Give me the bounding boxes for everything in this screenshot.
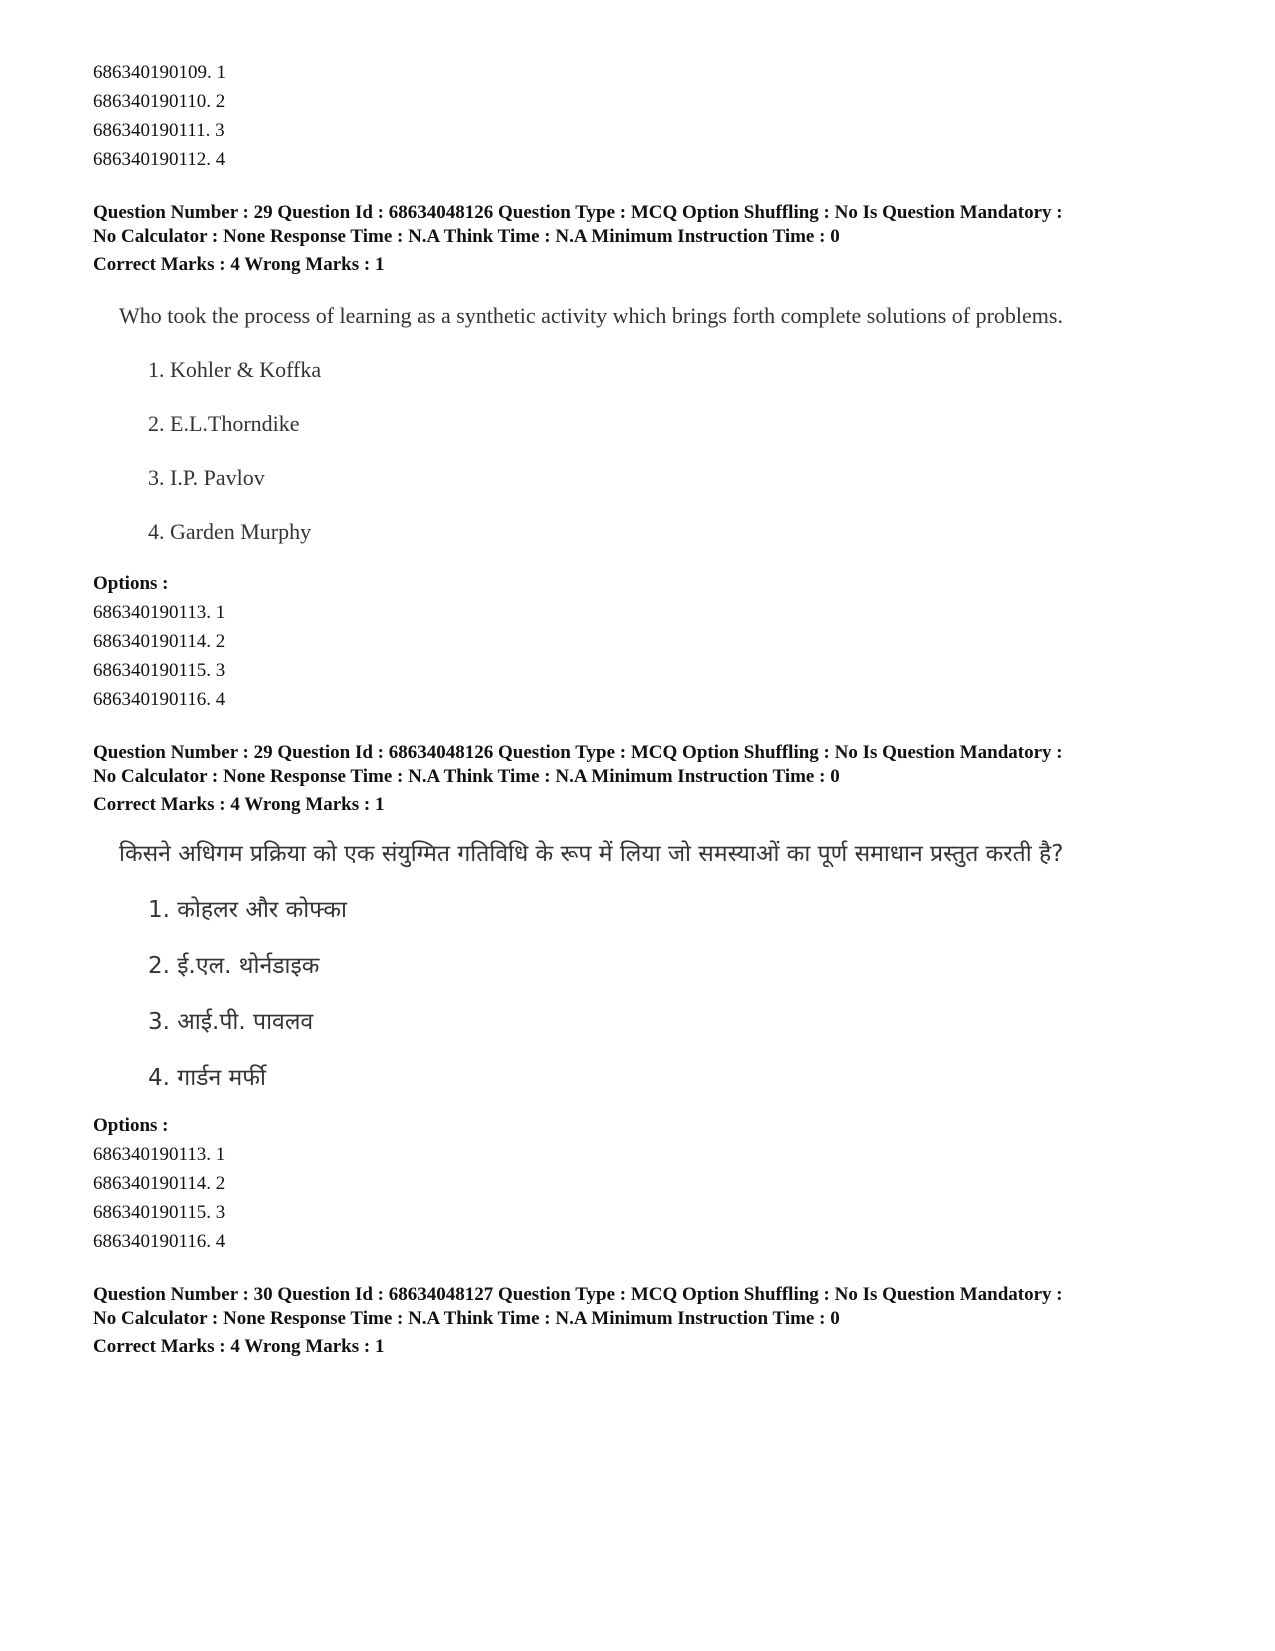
options-label: Options : xyxy=(93,1115,169,1136)
option-id-line: 686340190109. 1 xyxy=(93,62,226,83)
option-id-line: 686340190116. 4 xyxy=(93,1231,226,1252)
answer-choice: 3. आई.पी. पावलव xyxy=(148,1009,314,1035)
question-marks: Correct Marks : 4 Wrong Marks : 1 xyxy=(93,254,385,275)
answer-choice: 2. E.L.Thorndike xyxy=(148,411,300,436)
option-id-line: 686340190114. 2 xyxy=(93,1173,226,1194)
previous-options-list xyxy=(93,58,1193,174)
question-meta-line: Question Number : 29 Question Id : 68634048126 Question Type : MCQ Option Shuffling : No Is Question Mandatory : xyxy=(93,742,1063,763)
answer-choice: 4. Garden Murphy xyxy=(148,519,312,544)
question-block-30 xyxy=(93,1283,1193,1361)
question-text: किसने अधिगम प्रक्रिया को एक संयुग्मित गतिविधि के रूप में लिया जो समस्याओं का पूर्ण समाधान प्रस्तुत करती है? xyxy=(119,841,1064,867)
question-block-29-hindi xyxy=(93,741,1193,1256)
answer-choice: 1. Kohler & Koffka xyxy=(148,357,322,382)
question-text: Who took the process of learning as a synthetic activity which brings forth complete solutions of problems. xyxy=(119,303,1063,328)
answer-choice: 3. I.P. Pavlov xyxy=(148,465,265,490)
answer-choice: 1. कोहलर और कोफ्का xyxy=(148,897,347,923)
option-id-line: 686340190112. 4 xyxy=(93,149,226,170)
option-id-line: 686340190113. 1 xyxy=(93,1144,226,1165)
question-meta-line: No Calculator : None Response Time : N.A Think Time : N.A Minimum Instruction Time : 0 xyxy=(93,1308,840,1329)
option-id-line: 686340190113. 1 xyxy=(93,602,226,623)
question-marks: Correct Marks : 4 Wrong Marks : 1 xyxy=(93,1336,385,1357)
question-block-29-english xyxy=(93,201,1193,714)
answer-choice: 2. ई.एल. थोर्नडाइक xyxy=(148,953,320,979)
options-label: Options : xyxy=(93,573,169,594)
document-page xyxy=(93,58,1193,1361)
option-id-line: 686340190111. 3 xyxy=(93,120,225,141)
question-meta-line: No Calculator : None Response Time : N.A Think Time : N.A Minimum Instruction Time : 0 xyxy=(93,226,840,247)
question-meta-line: No Calculator : None Response Time : N.A Think Time : N.A Minimum Instruction Time : 0 xyxy=(93,766,840,787)
answer-choice: 4. गार्डन मर्फी xyxy=(148,1065,266,1091)
option-id-line: 686340190115. 3 xyxy=(93,660,226,681)
question-meta-line: Question Number : 29 Question Id : 68634048126 Question Type : MCQ Option Shuffling : No Is Question Mandatory : xyxy=(93,202,1063,223)
question-meta-line: Question Number : 30 Question Id : 68634048127 Question Type : MCQ Option Shuffling : No Is Question Mandatory : xyxy=(93,1284,1063,1305)
option-id-line: 686340190114. 2 xyxy=(93,631,226,652)
option-id-line: 686340190116. 4 xyxy=(93,689,226,710)
question-marks: Correct Marks : 4 Wrong Marks : 1 xyxy=(93,794,385,815)
option-id-line: 686340190115. 3 xyxy=(93,1202,226,1223)
option-id-line: 686340190110. 2 xyxy=(93,91,226,112)
